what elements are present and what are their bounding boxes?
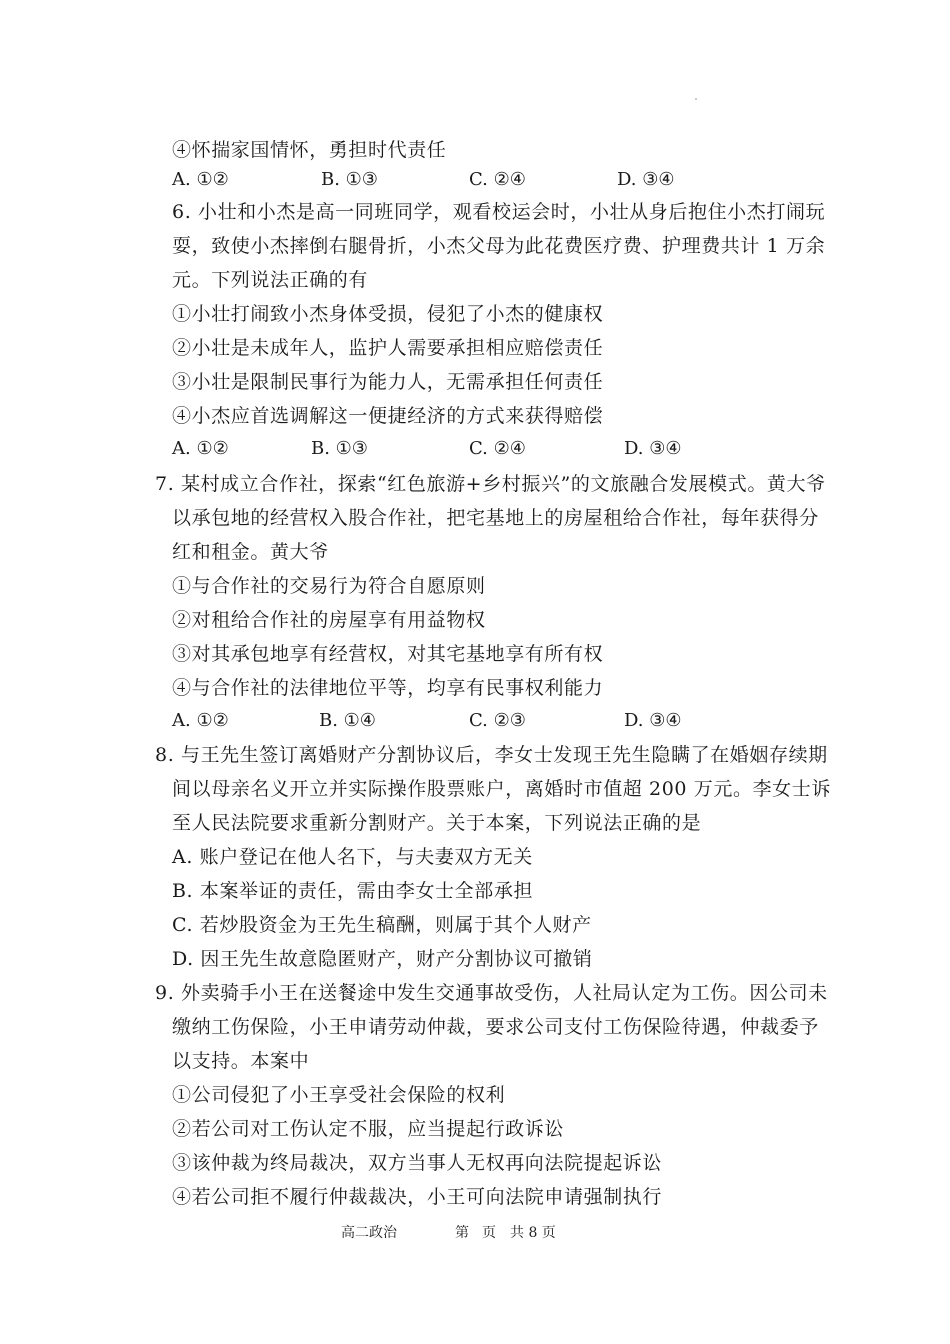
- text-line: ④怀揣家国情怀，勇担时代责任: [172, 139, 447, 161]
- option-a: A. ①②: [172, 710, 229, 731]
- choice-d: D. 因王先生故意隐匿财产，财产分割协议可撤销: [172, 948, 593, 970]
- statement-2: ②若公司对工伤认定不服，应当提起行政诉讼: [172, 1118, 565, 1140]
- text-line: 红和租金。黄大爷: [172, 541, 329, 563]
- statement-3: ③该仲裁为终局裁决，双方当事人无权再向法院提起诉讼: [172, 1152, 663, 1174]
- statement-2: ②小壮是未成年人，监护人需要承担相应赔偿责任: [172, 337, 604, 359]
- text-line: 间以母亲名义开立并实际操作股票账户，离婚时市值超 200 万元。李女士诉: [172, 778, 831, 800]
- text-line: 以承包地的经营权入股合作社，把宅基地上的房屋租给合作社，每年获得分: [172, 507, 819, 529]
- statement-3: ③对其承包地享有经营权，对其宅基地享有所有权: [172, 643, 604, 665]
- question-8-text: 8. 与王先生签订离婚财产分割协议后，李女士发现王先生隐瞒了在婚姻存续期: [155, 744, 828, 766]
- statement-1: ①公司侵犯了小王享受社会保险的权利: [172, 1084, 506, 1106]
- option-b: B. ①③: [321, 169, 378, 190]
- option-b: B. ①③: [311, 438, 368, 459]
- question-6-text: 6. 小壮和小杰是高一同班同学，观看校运会时，小壮从身后抱住小杰打闹玩: [172, 201, 826, 223]
- text-line: 耍，致使小杰摔倒右腿骨折，小杰父母为此花费医疗费、护理费共计 1 万余: [172, 235, 826, 257]
- footer-page-prefix: 第: [455, 1225, 469, 1241]
- statement-1: ①与合作社的交易行为符合自愿原则: [172, 575, 486, 597]
- question-7-text: 7. 某村成立合作社，探索“红色旅游+乡村振兴”的文旅融合发展模式。黄大爷: [155, 473, 826, 495]
- statement-4: ④若公司拒不履行仲裁裁决，小王可向法院申请强制执行: [172, 1186, 663, 1208]
- option-c: C. ②③: [469, 710, 526, 731]
- statement-2: ②对租给合作社的房屋享有用益物权: [172, 609, 486, 631]
- option-b: B. ①④: [319, 710, 376, 731]
- option-d: D. ③④: [624, 438, 682, 459]
- footer-page-suffix: 页: [482, 1225, 496, 1241]
- footer-subject: 高二政治: [341, 1225, 397, 1241]
- text-line: 至人民法院要求重新分割财产。关于本案，下列说法正确的是: [172, 812, 702, 834]
- statement-1: ①小壮打闹致小杰身体受损，侵犯了小杰的健康权: [172, 303, 604, 325]
- question-9-text: 9. 外卖骑手小王在送餐途中发生交通事故受伤，人社局认定为工伤。因公司未: [155, 982, 828, 1004]
- text-line: 元。下列说法正确的有: [172, 269, 369, 291]
- footer-total-pages: 共 8 页: [510, 1225, 556, 1241]
- option-a: A. ①②: [172, 169, 229, 190]
- option-a: A. ①②: [172, 438, 229, 459]
- option-d: D. ③④: [624, 710, 682, 731]
- choice-a: A. 账户登记在他人名下，与夫妻双方无关: [172, 846, 533, 868]
- statement-3: ③小壮是限制民事行为能力人，无需承担任何责任: [172, 371, 604, 393]
- option-c: C. ②④: [469, 169, 526, 190]
- choice-b: B. 本案举证的责任，需由李女士全部承担: [172, 880, 534, 902]
- text-line: 以支持。本案中: [172, 1050, 310, 1072]
- text-line: 缴纳工伤保险，小王申请劳动仲裁，要求公司支付工伤保险待遇，仲裁委予: [172, 1016, 819, 1038]
- option-c: C. ②④: [469, 438, 526, 459]
- option-d: D. ③④: [617, 169, 675, 190]
- scan-speck: [695, 98, 697, 100]
- statement-4: ④小杰应首选调解这一便捷经济的方式来获得赔偿: [172, 405, 604, 427]
- choice-c: C. 若炒股资金为王先生稿酬，则属于其个人财产: [172, 914, 592, 936]
- statement-4: ④与合作社的法律地位平等，均享有民事权利能力: [172, 677, 604, 699]
